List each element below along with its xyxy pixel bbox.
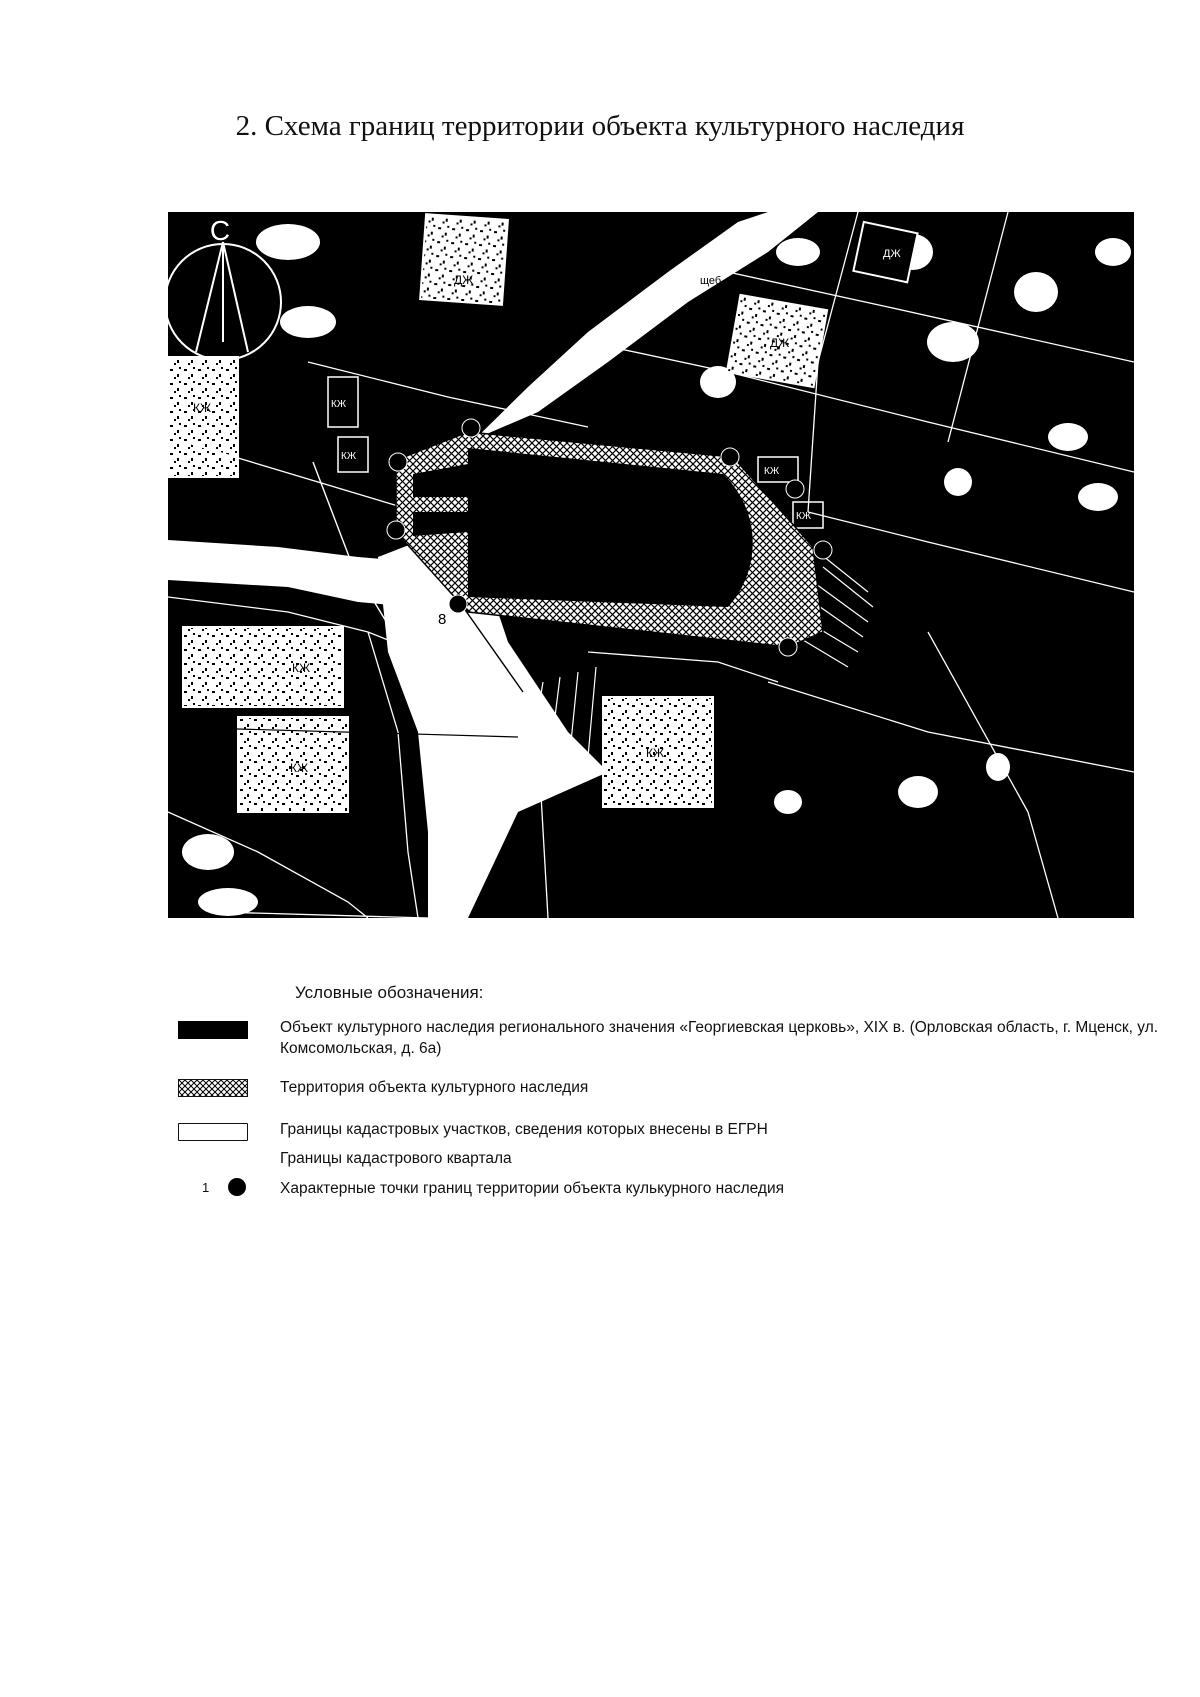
building-label-kzh-7: КЖ [764, 466, 780, 477]
point-2 [389, 453, 407, 471]
road-label-1: щеб [350, 507, 372, 519]
building-label-kzh-6: КЖ [341, 451, 357, 462]
point-1 [387, 521, 405, 539]
point-3 [462, 419, 480, 437]
building-label-kzh-4: КЖ [646, 746, 665, 760]
point-7 [779, 638, 797, 656]
legend-text-quarter: Границы кадастрового квартала [280, 1150, 512, 1167]
legend-text-object: Объект культурного наследия регионального значения «Георгиевская церковь», XIX в. (Орловская область, г. Мценск, ул. Комсомольская, д. 6а) [280, 1019, 1159, 1057]
building-label-dzh-2: ДЖ [770, 336, 790, 350]
building-label-kzh-1: КЖ [193, 401, 212, 415]
point-4 [721, 448, 739, 466]
point-5 [786, 480, 804, 498]
building-label-kzh-3: КЖ [290, 761, 309, 775]
building-kzh-2 [183, 627, 343, 707]
road-label-2: щеб [700, 275, 722, 287]
building-label-dzh-3: ДЖ [883, 248, 901, 260]
point-label-2: 2 [380, 470, 389, 487]
building-label-kzh-8: КЖ [796, 511, 812, 522]
legend-swatch-black [178, 1021, 248, 1039]
legend-point-icon [228, 1178, 246, 1196]
legend-point-number: 1 [202, 1180, 210, 1195]
point-label-1: 1 [368, 534, 377, 551]
document-title: 2. Схема границ территории объекта культурного наследия [235, 110, 965, 142]
legend-text-territory: Территория объекта культурного наследия [280, 1079, 589, 1096]
building-label-dzh-1: ДЖ [454, 273, 474, 287]
point-6 [814, 541, 832, 559]
point-label-3: 3 [454, 407, 463, 424]
point-8 [449, 595, 467, 613]
building-label-kzh-2: КЖ [292, 661, 311, 675]
legend-swatch-white [178, 1123, 248, 1141]
building-kzh-1 [168, 357, 238, 477]
north-label: С [209, 215, 231, 246]
building-dzh-1 [420, 214, 508, 305]
building-label-kzh-5: КЖ [331, 399, 347, 410]
legend-text-points: Характерные точки границ территории объекта кулькурного наследия [280, 1180, 785, 1197]
legend-swatch-crosshatch [178, 1079, 248, 1097]
point-label-8: 8 [438, 611, 447, 628]
legend-text-parcels: Границы кадастровых участков, сведения которых внесены в ЕГРН [280, 1121, 768, 1138]
cadastral-map [168, 212, 1134, 918]
legend-title: Условные обозначения: [295, 983, 484, 1002]
